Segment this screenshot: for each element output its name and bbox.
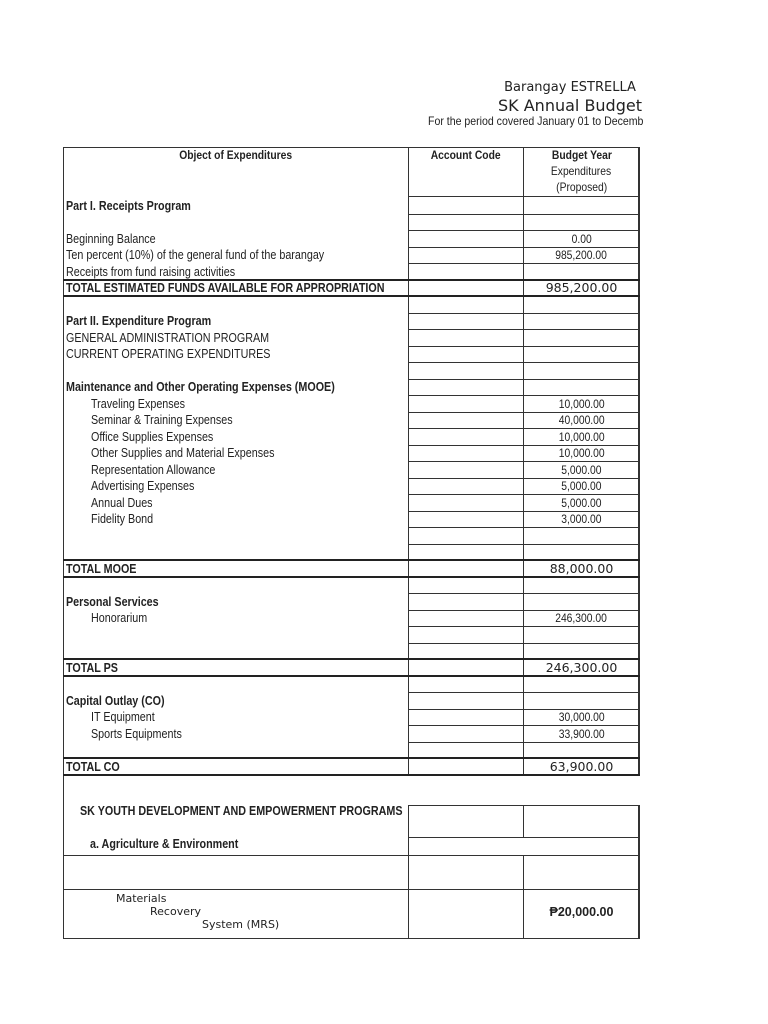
row-border [408,263,640,264]
column-header-proposed: (Proposed) [555,180,608,194]
row-border [408,742,640,743]
row-label: Part I. Receipts Program [66,198,191,213]
table-left-border [63,147,64,939]
total-label: TOTAL CO [66,759,120,774]
row-border [408,346,640,347]
total-amount: 63,900.00 [549,758,614,774]
row-label: Receipts from fund raising activities [66,264,236,279]
row-label: Other Supplies and Material Expenses [91,446,275,460]
row-label: Maintenance and Other Operating Expenses (MOOE) [66,380,335,394]
budget-amount: 246,300.00 [555,611,608,625]
table-bottom-border [63,938,640,939]
mrs-label-line1: Materials [116,892,167,905]
column-divider [523,855,524,939]
document-title: SK Annual Budget [498,96,642,115]
row-label: Advertising Expenses [91,479,195,493]
agriculture-environment-heading: a. Agriculture & Environment [90,837,239,851]
header-bottom-border [408,196,640,197]
row-label: Office Supplies Expenses [91,429,214,444]
period-subtitle: For the period covered January 01 to Decemb [428,114,644,128]
budget-amount: 985,200.00 [555,248,608,262]
row-border [408,313,640,314]
budget-amount: 40,000.00 [558,413,605,427]
row-label: Personal Services [66,594,159,609]
mrs-label-line2: Recovery [150,905,202,918]
youth-programs-heading: SK YOUTH DEVELOPMENT AND EMPOWERMENT PROGRAMS [80,804,403,818]
budget-amount: 30,000.00 [558,710,605,724]
budget-amount: 10,000.00 [558,396,605,411]
row-label: Representation Allowance [91,462,216,477]
column-divider [523,805,524,837]
budget-amount: 5,000.00 [561,479,602,493]
row-label: GENERAL ADMINISTRATION PROGRAM [66,330,270,345]
total-label: TOTAL PS [66,660,118,675]
total-label: TOTAL ESTIMATED FUNDS AVAILABLE FOR APPROPRIATION [66,281,385,295]
budget-amount: 5,000.00 [561,495,602,510]
row-border [408,692,640,693]
row-border [408,214,640,215]
column-header-expenditures: Expenditures [551,164,612,178]
cell-border [408,805,640,806]
budget-amount: 10,000.00 [558,446,605,460]
row-border [408,544,640,545]
row-label: Seminar & Training Expenses [91,413,233,427]
mrs-value: ₱20,000.00 [549,905,614,919]
budget-amount: 5,000.00 [561,462,602,477]
row-label: Part II. Expenditure Program [66,314,212,328]
row-label: Annual Dues [91,495,153,510]
row-border [63,889,640,890]
row-border [408,329,640,330]
total-label: TOTAL MOOE [66,561,137,576]
row-label: Traveling Expenses [91,396,186,411]
row-border [408,643,640,644]
row-label: Capital Outlay (CO) [66,693,165,708]
column-header-object: Object of Expenditures [179,148,293,162]
budget-amount: 3,000.00 [561,512,602,526]
budget-amount: 10,000.00 [558,429,605,444]
budget-amount: 33,900.00 [558,726,605,741]
column-header-account-code: Account Code [431,148,501,162]
budget-amount: 0.00 [571,231,592,246]
mrs-label-line3: System (MRS) [202,918,280,931]
column-divider [408,805,409,939]
total-amount: 246,300.00 [545,659,618,675]
barangay-name: Barangay ESTRELLA [504,80,636,95]
row-label: Beginning Balance [66,231,156,246]
cell-border [408,837,640,838]
row-border [63,855,640,856]
row-border [408,379,640,380]
row-border [408,362,640,363]
row-border [408,527,640,528]
row-border [408,593,640,594]
row-label: Fidelity Bond [91,512,154,526]
total-amount: 985,200.00 [545,280,618,295]
row-label: CURRENT OPERATING EXPENDITURES [66,347,271,361]
row-label: Ten percent (10%) of the general fund of the barangay [66,248,325,262]
total-amount: 88,000.00 [549,560,614,576]
row-label: Sports Equipments [91,726,182,741]
column-header-budget-year: Budget Year [551,148,612,162]
row-label: IT Equipment [91,710,155,724]
row-label: Honorarium [91,611,148,625]
row-border [408,626,640,627]
